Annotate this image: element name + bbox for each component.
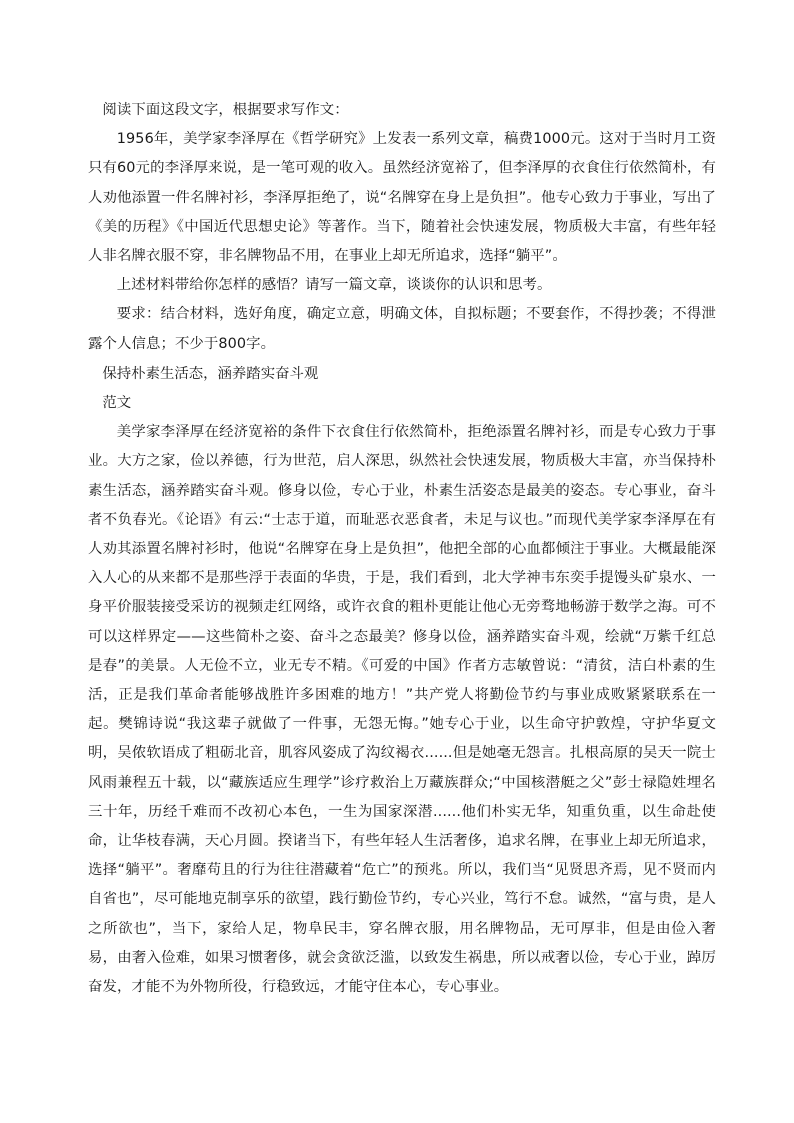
essay-title: 保持朴素生活态，涵养踏实奋斗观: [102, 365, 319, 382]
prompt-question: 上述材料带给你怎样的感悟？请写一篇文章，谈谈你的认识和思考。: [116, 277, 552, 294]
prompt-instruction: 阅读下面这段文字，根据要求写作文：: [102, 102, 349, 118]
essay-body: 美学家李泽厚在经济宽裕的条件下衣食住行依然简朴，拒绝添置名牌衬衫，而是专心致力于事业。大方之家，俭以养德，行为世范，启人深思，纵然社会快速发展，物质极大丰富，亦当保持朴素生活态，涵养踏实奋斗观。修身以俭，专心于业，朴素生活姿态是最美的姿态。专心事业，奋斗者不负春光。《论语》有云:“士志于道，而耻恶衣恶食者，未足与议也。”而现代美学家李泽厚在有人劝其添置名牌衬衫时，他说“名牌穿在身上是负担”，他把全部的心血都倾注于事业。大概最能深入人心的从来都不是那些浮于表面的华贵，于是，我们看到，北大学神韦东奕手提馒头矿泉水、一身平价服装接受采访的视频走红网络，或许衣食的粗朴更能让他心无旁骛地畅游于数学之海。可不可以这样界定——这些简朴之姿、奋斗之态最美？修身以俭，涵养踏实奋斗观，绘就“万紫千红总是春”的美景。人无俭不立，业无专不精。《可爱的中国》作者方志敏曾说：“清贫，洁白朴素的生活，正是我们革命者能够战胜许多困难的地方！”共产党人将勤俭节约与事业成败紧紧联系在一起。樊锦诗说“我这辈子就做了一件事，无怨无悔。”她专心于业，以生命守护敦煌，守护华夏文明，吴侬软语成了粗砺北音，肌容风姿成了沟纹褐衣......但是她毫无怨言。扎根高原的吴天一院士风雨兼程五十载，以“藏族适应生理学”诊疗救治上万藏族群众;“中国核潜艇之父”彭士禄隐姓埋名三十年，历经千难而不改初心本色，一生为国家深潜......他们朴实无华，知重负重，以生命赴使命，让华枝春满，天心月圆。揆诸当下，有些年轻人生活奢侈，追求名牌，在事业上却无所追求，选择“躺平”。奢靡苟且的行为往往潜藏着“危亡”的预兆。所以，我们当“见贤思齐焉，见不贤而内自省也”，尽可能地克制享乐的欲望，践行勤俭节约，专心兴业，笃行不怠。诚然，“富与贵，是人之所欲也”，当下，家给人足，物阜民丰，穿名牌衣服，用名牌物品，无可厚非，但是由俭入奢易，由奢入俭难，如果习惯奢侈，就会贪欲泛滥，以致发生祸患，所以戒奢以俭，专心于业，踔厉奋发，才能不为外物所役，行稳致远，才能守住本心，专心事业。: [88, 424, 716, 996]
document-page: [88, 96, 716, 1002]
prompt-requirements: 要求：结合材料，选好角度，确定立意，明确文体，自拟标题；不要套作，不得抄袭；不得泄露个人信息；不少于800字。: [88, 306, 716, 352]
prompt-material: 1956年，美学家李泽厚在《哲学研究》上发表一系列文章，稿费1000元。这对于当时月工资只有60元的李泽厚来说，是一笔可观的收入。虽然经济宽裕了，但李泽厚的衣食住行依然简朴，有人劝他添置一件名牌衬衫，李泽厚拒绝了，说“名牌穿在身上是负担”。他专心致力于事业，写出了《美的历程》《中国近代思想史论》等著作。当下，随着社会快速发展，物质极大丰富，有些年轻人非名牌衣服不穿，非名牌物品不用，在事业上却无所追求，选择“躺平”。: [88, 131, 716, 265]
essay-label: 范文: [102, 395, 132, 412]
